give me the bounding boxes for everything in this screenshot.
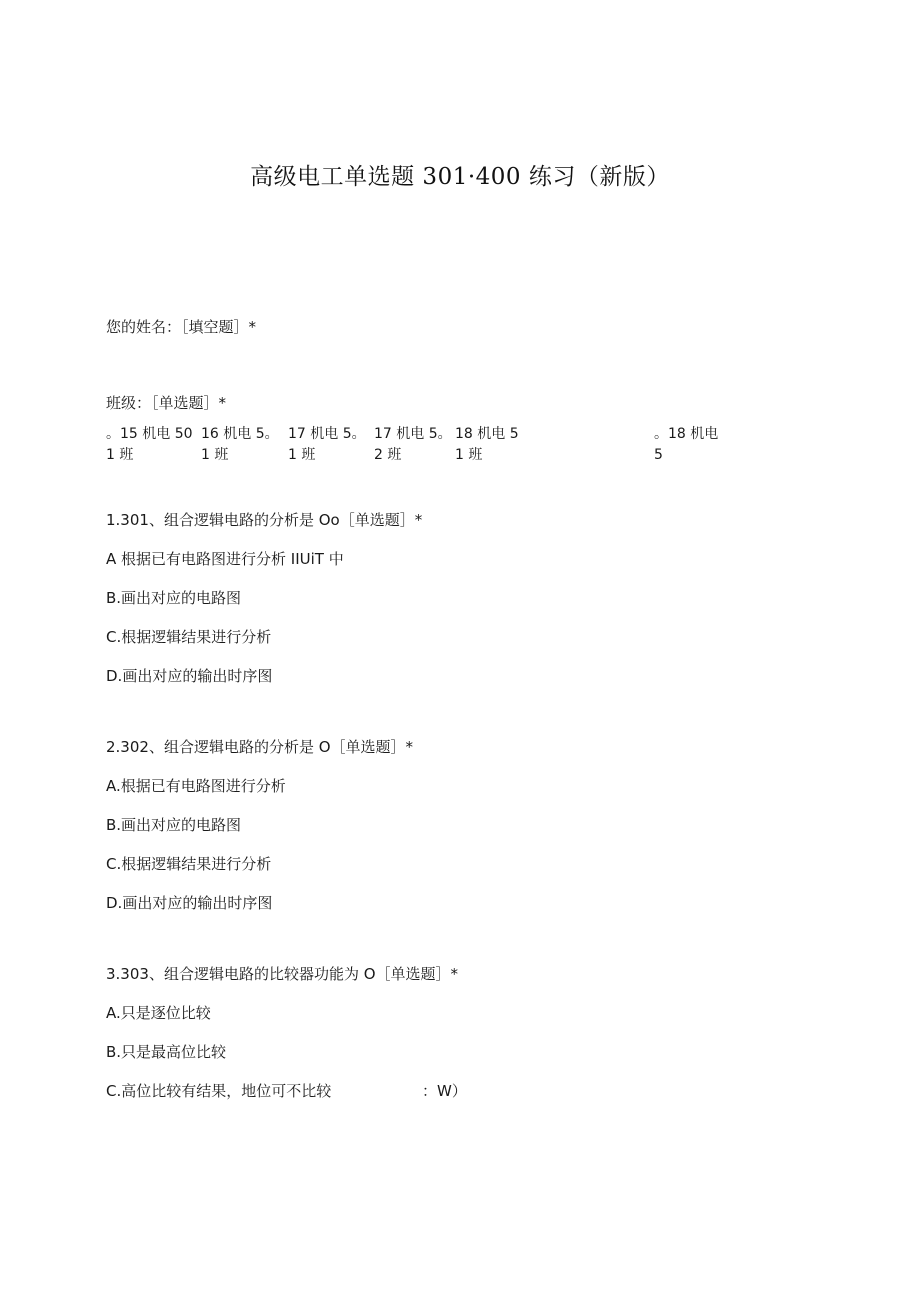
question-stem: 2.302、组合逻辑电路的分析是 O［单选题］* — [106, 738, 414, 756]
question-option[interactable]: B.画出对应的电路图 — [106, 589, 242, 607]
question-option[interactable]: C.根据逻辑结果进行分析 — [106, 855, 272, 873]
class-option[interactable] — [374, 424, 452, 466]
name-field-label: 您的姓名：［填空题］* — [106, 318, 257, 336]
page-title: 高级电工单选题 301·400 练习（新版） — [250, 164, 670, 190]
question-stem: 1.301、组合逻辑电路的分析是 Oo［单选题］* — [106, 511, 423, 529]
question-option[interactable]: A 根据已有电路图进行分析 IIUiT 中 — [106, 550, 344, 568]
class-field-label: 班级：［单选题］* — [106, 394, 227, 412]
class-option-line2: 1 班 — [106, 447, 134, 463]
question-option[interactable]: B.只是最高位比较 — [106, 1043, 227, 1061]
class-option[interactable] — [288, 424, 366, 466]
question-option[interactable]: C.高位比较有结果，地位可不比较 — [106, 1082, 332, 1100]
question-option[interactable]: D.画出对应的输出时序图 — [106, 667, 273, 685]
class-option-line2: 5 — [654, 447, 663, 463]
class-option[interactable] — [201, 424, 279, 466]
class-option-line1: 16 机电 5。 — [201, 426, 279, 442]
question-option[interactable]: B.画出对应的电路图 — [106, 816, 242, 834]
class-option-line1: 17 机电 5。 — [288, 426, 366, 442]
class-option-line1: 。15 机电 50 — [106, 426, 193, 442]
class-option-line2: 1 班 — [201, 447, 229, 463]
question-option[interactable]: D.画出对应的输出时序图 — [106, 894, 273, 912]
class-option-line2: 1 班 — [455, 447, 483, 463]
class-option[interactable] — [654, 424, 718, 466]
class-option-line1: 17 机电 5。 — [374, 426, 452, 442]
class-option-line2: 2 班 — [374, 447, 402, 463]
question-option[interactable]: C.根据逻辑结果进行分析 — [106, 628, 272, 646]
question-stem: 3.303、组合逻辑电路的比较器功能为 O［单选题］* — [106, 965, 459, 983]
class-option-line2: 1 班 — [288, 447, 316, 463]
scan-artifact-text: ：W） — [422, 1082, 467, 1100]
class-option-line1: 18 机电 5 — [455, 426, 519, 442]
question-option[interactable]: A.只是逐位比较 — [106, 1004, 211, 1022]
class-option[interactable] — [455, 424, 519, 466]
class-option[interactable] — [106, 424, 193, 466]
class-option-line1: 。18 机电 — [654, 426, 719, 442]
question-option[interactable]: A.根据已有电路图进行分析 — [106, 777, 286, 795]
